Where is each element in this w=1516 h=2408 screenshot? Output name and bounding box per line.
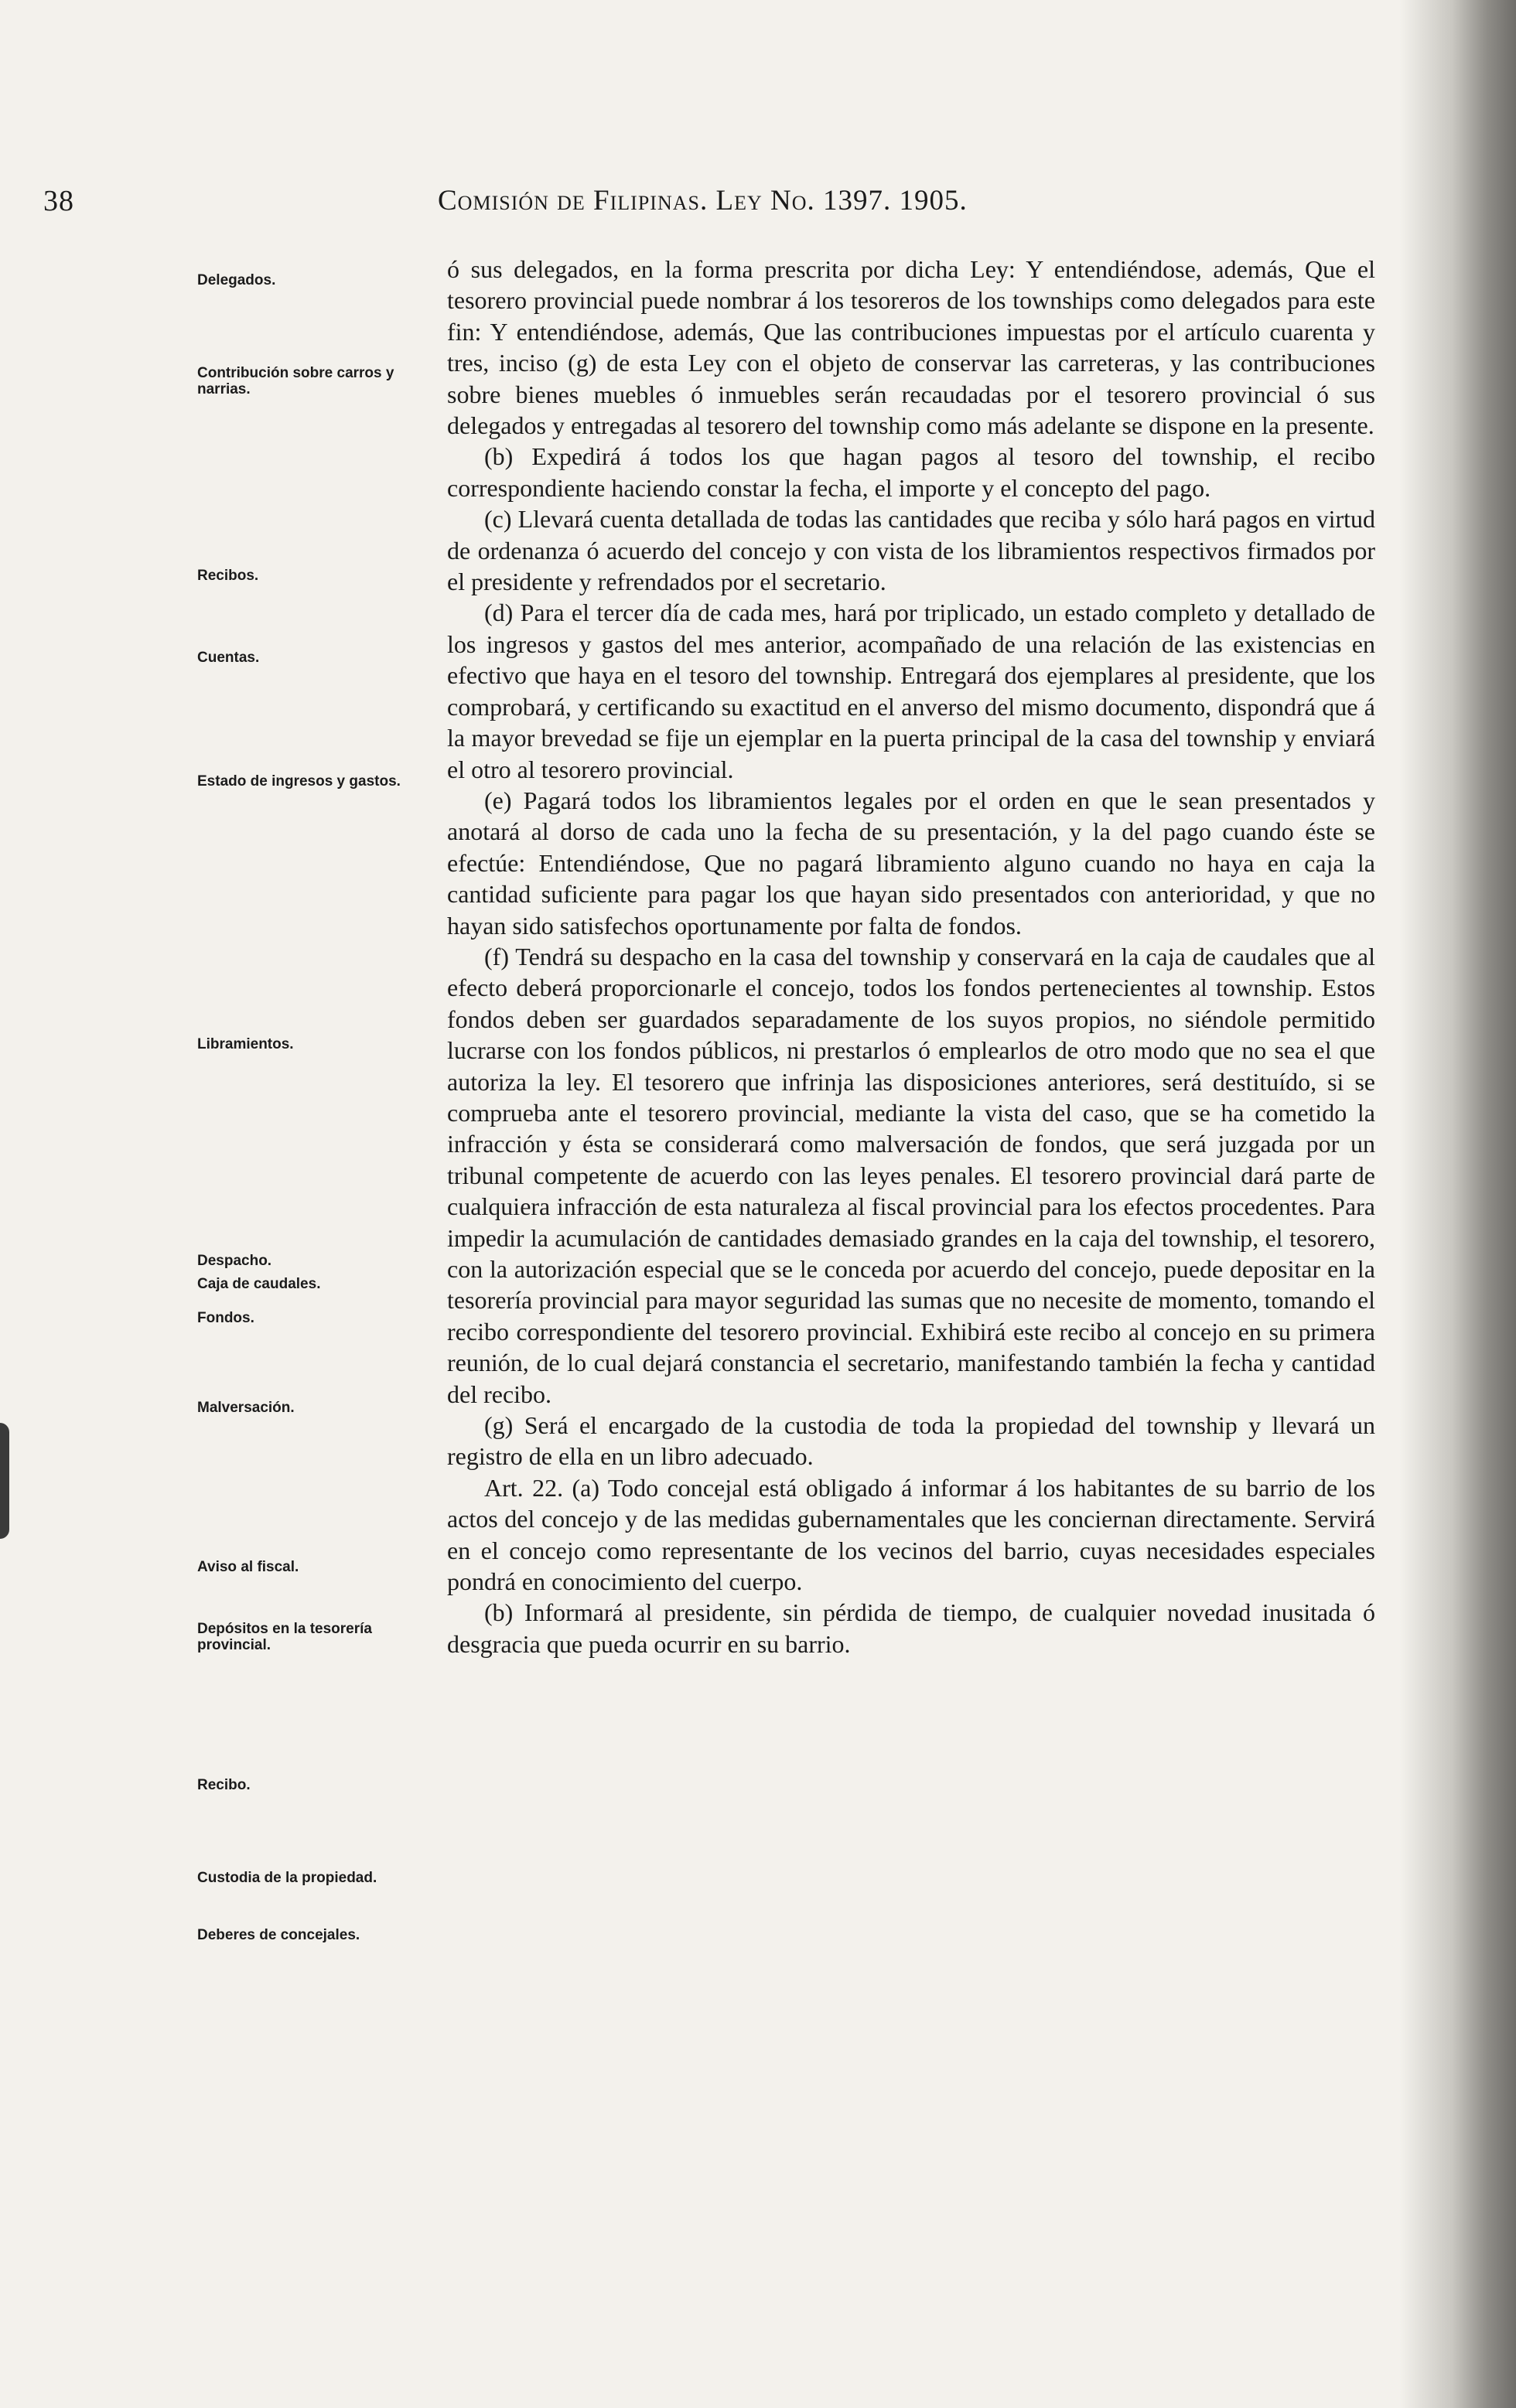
margin-note-libramientos: Libramientos. [197, 1036, 294, 1052]
paragraph-b-recibos: (b) Expedirá á todos los que hagan pagos al tesoro del township, el recibo correspondiente haciendo constar la fecha, el importe y el concepto del pago. [447, 442, 1375, 502]
running-title: Comisión de Filipinas. Ley No. 1397. 1905. [438, 185, 968, 217]
margin-note-contribucion: Contribución sobre carros y narrias. [197, 365, 394, 397]
margin-note-depositos: Depósitos en la tesorería provincial. [197, 1621, 372, 1653]
margin-note-caja: Caja de caudales. [197, 1276, 321, 1292]
paragraph-g-custodia: (g) Será el encargado de la custodia de toda la propiedad del township y llevará un registro de ella en un libro adecuado. [447, 1411, 1375, 1471]
body-text [447, 254, 1375, 1659]
margin-note-deberes: Deberes de concejales. [197, 1927, 360, 1943]
margin-note-custodia: Custodia de la propiedad. [197, 1870, 377, 1886]
margin-note-fondos: Fondos. [197, 1310, 254, 1326]
paragraph-art-22-a: Art. 22. (a) Todo concejal está obligado á informar á los habitantes de su barrio de los actos del concejo y de las medidas gubernamentales que les conciernan directamente. Servirá en el concejo como representante de los vecinos del barrio, cuyas necesidades especiales pondrá en conocimiento del cuerpo. [447, 1473, 1375, 1596]
margin-note-recibos: Recibos. [197, 568, 259, 584]
paragraph-continuation: ó sus delegados, en la forma prescrita por dicha Ley: Y entendiéndose, además, Que el tesorero provincial puede nombrar á los tesoreros de los townships como delegados para este fin: Y entendiéndose, además, Que las contribuciones impuestas por el artículo cuarenta y tres, inciso (g) de esta Ley con el objeto de conservar las carreteras, y las contribuciones sobre bienes muebles ó inmuebles serán recaudadas por el tesorero provincial ó sus delegados y entregadas al tesorero del township como más adelante se dispone en la presente. [447, 255, 1375, 440]
paragraph-art-22-b: (b) Informará al presidente, sin pérdida de tiempo, de cualquier novedad inusitada ó desgracia que pueda ocurrir en su barrio. [447, 1598, 1375, 1658]
margin-note-recibo: Recibo. [197, 1777, 251, 1793]
margin-note-malversacion: Malversación. [197, 1400, 295, 1416]
paragraph-f-despacho: (f) Tendrá su despacho en la casa del township y conservará en la caja de caudales que al efecto deberá proporcionarle el concejo, todos los fondos pertenecientes al township. Estos fondos deben ser guardados separadamente de los suyos propios, no siéndole permitido lucrarse con los fondos públicos, ni prestarlos ó emplearlos de otro modo que no sea el que autoriza la ley. El tesorero que infrinja las disposiciones anteriores, será destituído, si se comprueba ante el tesorero provincial, mediante la vista del caso, que se ha cometido la infracción y ésta se considerará como malversación de fondos, que será juzgada por un tribunal competente de acuerdo con las leyes penales. El tesorero provincial dará parte de cualquiera infracción de esta naturaleza al fiscal provincial para los efectos procedentes. Para impedir la acumulación de cantidades demasiado grandes en la caja del township, el tesorero, con la autorización especial que se le conceda por acuerdo del concejo, puede depositar en la tesorería provincial para mayor seguridad las sumas que no necesite de momento, tomando el recibo correspondiente del tesorero provincial. Exhibirá este recibo al concejo en su primera reunión, de lo cual dejará constancia el secretario, manifestando también la fecha y cantidad del recibo. [447, 942, 1375, 1408]
paragraph-d-estado: (d) Para el tercer día de cada mes, hará por triplicado, un estado completo y detallado de los ingresos y gastos del mes anterior, acompañado de una relación de las existencias en efectivo que haya en el tesoro del township. Entregará dos ejemplares al presidente, que los comprobará, y certificando su exactitud en el anverso del mismo documento, dispondrá que á la mayor brevedad se fije un ejemplar en la puerta principal de la casa del township y enviará el otro al tesorero provincial. [447, 599, 1375, 783]
margin-note-cuentas: Cuentas. [197, 650, 260, 666]
page-header [43, 184, 1358, 230]
binding-mark [0, 1423, 9, 1539]
paragraph-e-libramientos: (e) Pagará todos los libramientos legales por el orden en que le sean presentados y anotará al dorso de cada uno la fecha de su presentación, y la del pago cuando éste se efectúe: Entendiéndose, Que no pagará libramiento alguno cuando no haya en caja la cantidad suficiente para pagar los que hayan sido presentados con anterioridad, y que no hayan sido satisfechos oportunamente por falta de fondos. [447, 786, 1375, 940]
page-edge-shadow [1400, 0, 1516, 2408]
page-number: 38 [43, 185, 74, 217]
paragraph-c-cuentas: (c) Llevará cuenta detallada de todas las cantidades que reciba y sólo hará pagos en virtud de ordenanza ó acuerdo del concejo y con vista de los libramientos respectivos firmados por el presidente y refrendados por el secretario. [447, 505, 1375, 596]
margin-note-despacho: Despacho. [197, 1253, 272, 1269]
margin-note-estado: Estado de ingresos y gastos. [197, 773, 401, 790]
margin-note-delegados: Delegados. [197, 272, 276, 288]
margin-note-aviso: Aviso al fiscal. [197, 1559, 299, 1575]
